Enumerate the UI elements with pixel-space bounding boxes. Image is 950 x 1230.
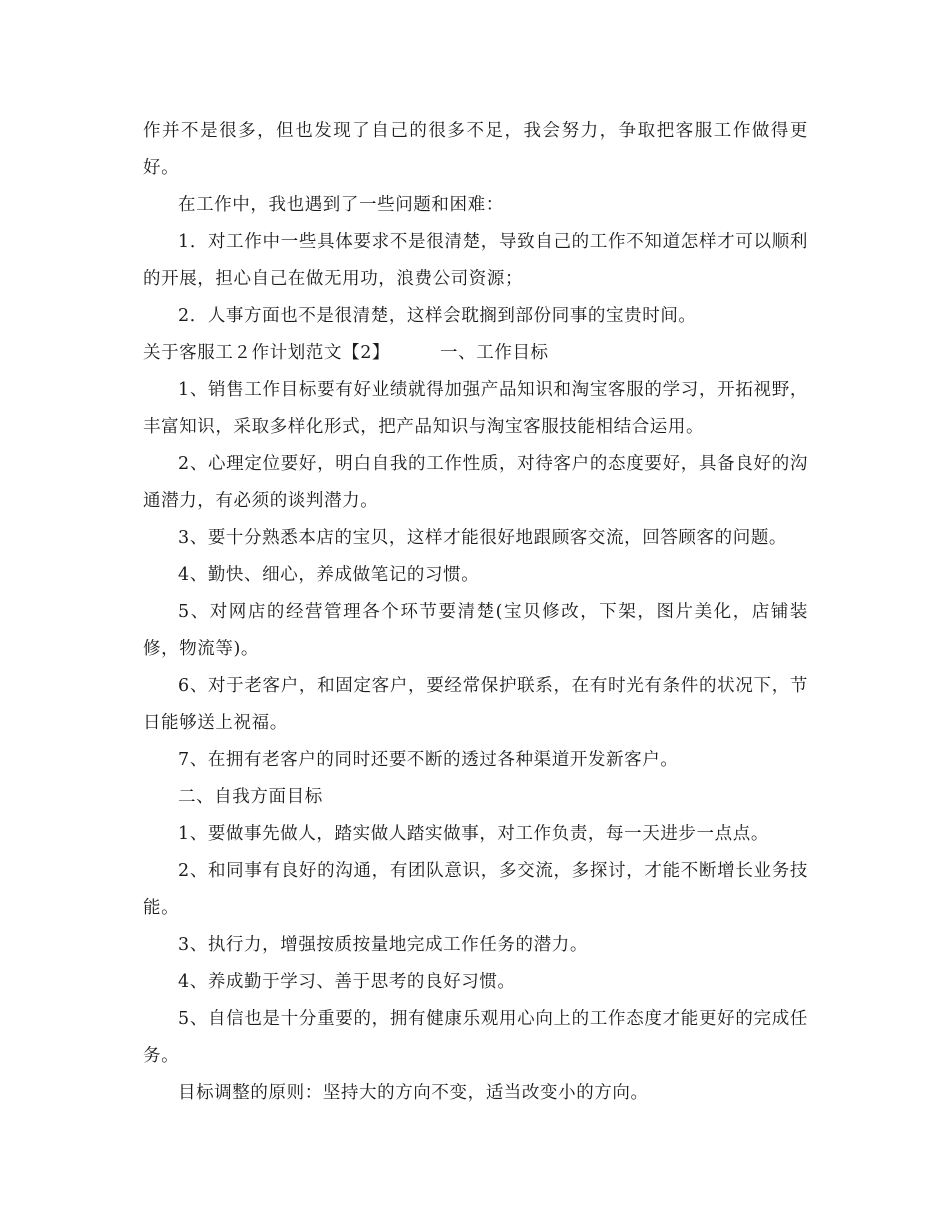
goal-item: 3、要十分熟悉本店的宝贝，这样才能很好地跟顾客交流，回答顾客的问题。 <box>178 528 788 548</box>
paragraph-problems-intro: 在工作中，我也遇到了一些问题和困难： <box>178 195 504 215</box>
section-subtitle: 一、工作目标 <box>440 343 549 363</box>
goal-item: 2、心理定位要好，明白自我的工作性质，对待客户的态度要好，具备良好的沟通潜力，有必须的谈判潜力。 <box>143 454 808 511</box>
section-heading <box>143 335 808 372</box>
goal-item: 4、勤快、细心，养成做笔记的习惯。 <box>178 565 480 585</box>
goal-item: 6、对于老客户，和固定客户，要经常保护联系，在有时光有条件的状况下，节日能够送上祝福。 <box>143 676 808 733</box>
closing-paragraph: 目标调整的原则：坚持大的方向不变，适当改变小的方向。 <box>178 1083 649 1103</box>
self-goal-item: 4、养成勤于学习、善于思考的良好习惯。 <box>178 972 516 992</box>
section-title: 关于客服工２作计划范文【2】 <box>143 343 391 363</box>
goal-item: 1、销售工作目标要有好业绩就得加强产品知识和淘宝客服的学习，开拓视野，丰富知识，采取多样化形式，把产品知识与淘宝客服技能相结合运用。 <box>143 380 808 437</box>
document-body <box>143 113 808 1112</box>
self-goal-item: 5、自信也是十分重要的，拥有健康乐观用心向上的工作态度才能更好的完成任务。 <box>143 1009 808 1066</box>
goal-item: 5、对网店的经营管理各个环节要清楚(宝贝修改，下架，图片美化，店铺装修，物流等)。 <box>143 602 808 659</box>
paragraph-problem-2: 2．人事方面也不是很清楚，这样会耽搁到部份同事的宝贵时间。 <box>178 306 697 326</box>
self-goal-item: 1、要做事先做人，踏实做人踏实做事，对工作负责，每一天进步一点点。 <box>178 824 769 844</box>
goal-item: 7、在拥有老客户的同时还要不断的透过各种渠道开发新客户。 <box>178 750 679 770</box>
self-goal-item: 3、执行力，增强按质按量地完成工作任务的潜力。 <box>178 935 588 955</box>
paragraph-intro-continuation: 作并不是很多，但也发现了自己的很多不足，我会努力，争取把客服工作做得更好。 <box>143 121 808 178</box>
paragraph-problem-1: 1．对工作中一些具体要求不是很清楚，导致自己的工作不知道怎样才可以顺利的开展，担心自己在做无用功，浪费公司资源； <box>143 232 808 289</box>
self-goals-heading: 二、自我方面目标 <box>178 787 323 807</box>
self-goal-item: 2、和同事有良好的沟通，有团队意识，多交流，多探讨，才能不断增长业务技能。 <box>143 861 808 918</box>
